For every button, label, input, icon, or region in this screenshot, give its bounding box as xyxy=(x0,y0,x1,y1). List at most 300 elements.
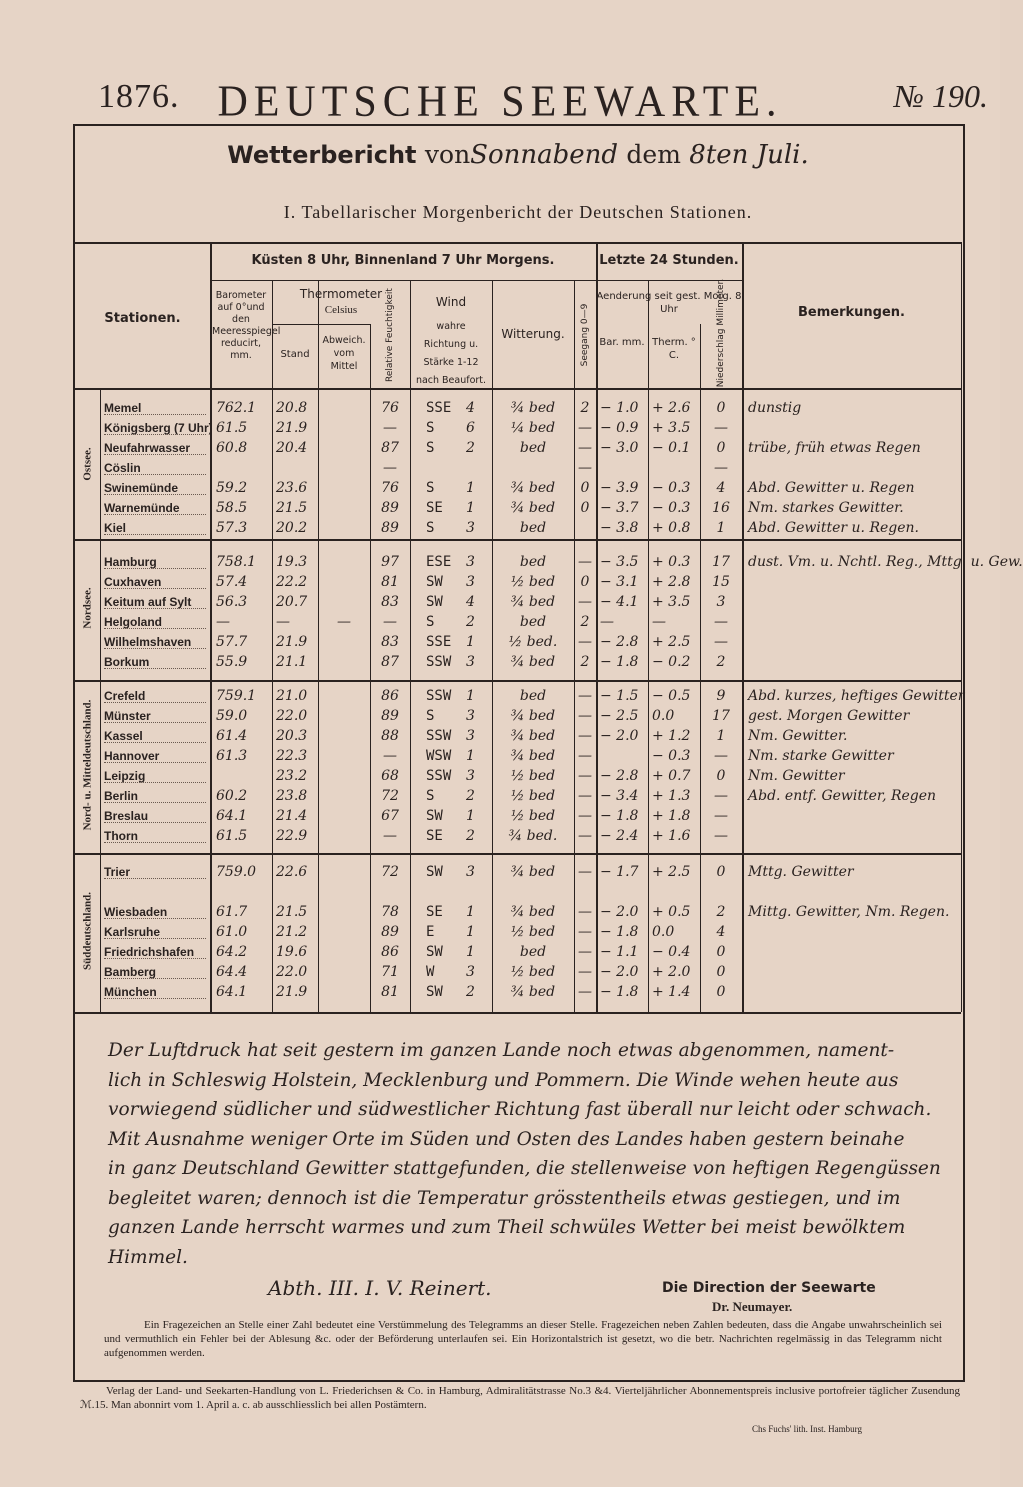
weather-value: ½ bed xyxy=(510,924,556,940)
wind-force: 1 xyxy=(466,944,475,960)
remark: Mttg. Gewitter xyxy=(748,864,854,880)
temperature-value: 22.0 xyxy=(276,964,308,980)
station-name: Karlsruhe xyxy=(104,925,161,939)
temperature-change: − 0.3 xyxy=(652,480,691,496)
barometer-value: 759.1 xyxy=(216,688,257,704)
weather-value: ¾ bed xyxy=(510,400,556,416)
humidity-value: 86 xyxy=(381,688,399,704)
column-rule xyxy=(648,280,649,1012)
barometer-value: 60.2 xyxy=(216,788,248,804)
header-barometer: Barometer auf 0°und den Meeresspiegel reducirt, mm. xyxy=(212,290,281,361)
barometer-change: − 1.8 xyxy=(600,984,639,1000)
temperature-change: + 1.8 xyxy=(652,808,691,824)
printer-note: Chs Fuchs' lith. Inst. Hamburg xyxy=(752,1424,862,1434)
remark: Abd. Gewitter u. Regen xyxy=(748,480,915,496)
station-name: Wilhelmshaven xyxy=(104,635,192,649)
temperature-change: + 0.3 xyxy=(652,554,691,570)
wind-force: 3 xyxy=(466,964,475,980)
sea-state-value: — xyxy=(578,864,592,880)
leader-dots xyxy=(104,998,206,999)
temperature-value: 21.9 xyxy=(276,420,308,436)
barometer-value: 60.8 xyxy=(216,440,248,456)
temperature-value: 20.2 xyxy=(276,520,308,536)
weather-value: bed xyxy=(519,944,547,960)
temperature-change: + 1.2 xyxy=(652,728,691,744)
barometer-change: − 1.0 xyxy=(600,400,639,416)
wind-direction: SSW xyxy=(426,688,452,704)
barometer-value: 61.5 xyxy=(216,828,248,844)
temperature-change: + 2.6 xyxy=(652,400,691,416)
barometer-change: − 0.9 xyxy=(600,420,639,436)
barometer-value: 758.1 xyxy=(216,554,257,570)
humidity-value: 83 xyxy=(381,594,399,610)
weather-value: ¾ bed xyxy=(510,864,556,880)
weather-value: ½ bed xyxy=(510,964,556,980)
region-rule xyxy=(75,853,961,855)
barometer-value: 64.1 xyxy=(216,808,248,824)
precipitation-value: 17 xyxy=(712,554,730,570)
narrative-line: vorwiegend südlicher und südwestlicher Richtung fast überall nur leicht oder schwach. xyxy=(108,1099,932,1120)
wind-force: 1 xyxy=(466,480,475,496)
barometer-change: − 1.8 xyxy=(600,654,639,670)
temperature-value: 23.8 xyxy=(276,788,308,804)
weather-value: ½ bed xyxy=(510,574,556,590)
barometer-change: − 3.0 xyxy=(600,440,639,456)
temperature-value: 21.9 xyxy=(276,634,308,650)
barometer-value: 57.4 xyxy=(216,574,248,590)
header-witterung: Witterung. xyxy=(501,327,565,341)
column-rule xyxy=(596,242,598,1012)
precipitation-value: — xyxy=(714,634,728,650)
wind-direction: SW xyxy=(426,808,443,824)
humidity-value: 89 xyxy=(381,708,399,724)
weather-value: bed xyxy=(519,520,547,536)
station-name: Swinemünde xyxy=(104,481,179,495)
barometer-value: 58.5 xyxy=(216,500,248,516)
weather-value: ¾ bed xyxy=(510,984,556,1000)
humidity-value: — xyxy=(383,748,397,764)
barometer-value: 57.3 xyxy=(216,520,248,536)
region-label: Nordsee. xyxy=(81,586,94,629)
station-name: Wiesbaden xyxy=(104,905,168,919)
weather-value: ½ bed xyxy=(510,808,556,824)
narrative-line: ganzen Lande herrscht warmes und zum Theil schwüles Wetter bei meist bewölktem xyxy=(108,1217,906,1238)
temperature-value: 20.7 xyxy=(276,594,308,610)
leader-dots xyxy=(104,782,206,783)
weather-value: ½ bed. xyxy=(508,634,558,650)
temperature-value: 21.5 xyxy=(276,500,308,516)
wind-direction: SE xyxy=(426,904,443,920)
header-aenderung: Aenderung seit gest. Morg. 8 Uhr xyxy=(596,291,742,315)
station-name: Bamberg xyxy=(104,965,157,979)
weather-value: ½ bed xyxy=(510,768,556,784)
wind-force: 1 xyxy=(466,634,475,650)
temperature-value: 22.9 xyxy=(276,828,308,844)
wind-direction: S xyxy=(426,788,435,804)
station-name: Memel xyxy=(104,401,142,415)
temperature-value: — xyxy=(276,614,290,630)
barometer-value: — xyxy=(216,614,230,630)
precipitation-value: 0 xyxy=(716,440,726,456)
wind-direction: ESE xyxy=(426,554,452,570)
barometer-change: − 2.8 xyxy=(600,768,639,784)
publication-name: DEUTSCHE SEEWARTE. xyxy=(217,77,783,127)
wind-direction: SW xyxy=(426,864,443,880)
precipitation-value: 17 xyxy=(712,708,730,724)
leader-dots xyxy=(104,668,206,669)
narrative-line: in ganz Deutschland Gewitter stattgefunden, die stellenweise von heftigen Regengüssen xyxy=(108,1158,941,1179)
leader-dots xyxy=(104,822,206,823)
sea-state-value: 2 xyxy=(580,400,590,416)
publisher-note: Verlag der Land- und Seekarten-Handlung von L. Friederichsen & Co. in Hamburg, Admiralitätstrasse No.3 &4. Vierteljährlicher Abonnementspreis inclusive portofreier täglicher Zusendung ℳ.15. Man abonnirt vom 1. April a. c. ab ausschliesslich bei allen Postämtern. xyxy=(80,1385,960,1411)
temperature-value: 21.1 xyxy=(276,654,308,670)
temperature-value: 21.5 xyxy=(276,904,308,920)
barometer-change: − 1.5 xyxy=(600,688,639,704)
temperature-change: − 0.2 xyxy=(652,654,691,670)
weather-value: ½ bed xyxy=(510,788,556,804)
header-seegang: Seegang 0—9 xyxy=(580,303,590,367)
header-abweichung: Abweich. vom Mittel xyxy=(322,335,366,372)
temperature-value: 20.8 xyxy=(276,400,308,416)
sea-state-value: — xyxy=(578,828,592,844)
station-name: München xyxy=(104,985,157,999)
weather-value: ¾ bed xyxy=(510,708,556,724)
region-label: Süddeutschland. xyxy=(81,891,94,970)
title-prefix: Wetterbericht xyxy=(227,141,417,169)
narrative-line: Himmel. xyxy=(108,1246,188,1268)
precipitation-value: 0 xyxy=(716,400,726,416)
report-title xyxy=(75,140,961,170)
barometer-change: − 1.8 xyxy=(600,924,639,940)
precipitation-value: — xyxy=(714,828,728,844)
wind-force: 3 xyxy=(466,728,475,744)
temperature-change: + 0.5 xyxy=(652,904,691,920)
leader-dots xyxy=(104,534,206,535)
wind-direction: SW xyxy=(426,944,443,960)
remark: Nm. Gewitter. xyxy=(748,728,848,744)
humidity-value: — xyxy=(383,828,397,844)
barometer-change: − 2.0 xyxy=(600,728,639,744)
sea-state-value: — xyxy=(578,554,592,570)
sea-state-value: 2 xyxy=(580,614,590,630)
station-name: Keitum auf Sylt xyxy=(104,595,192,609)
humidity-value: 97 xyxy=(381,554,399,570)
temperature-change: − 0.3 xyxy=(652,500,691,516)
wind-direction: WSW xyxy=(426,748,452,764)
wind-force: 3 xyxy=(466,708,475,724)
wind-force: 2 xyxy=(466,614,475,630)
narrative-line: Der Luftdruck hat seit gestern im ganzen Lande noch etwas abgenommen, nament- xyxy=(108,1040,895,1061)
humidity-value: 76 xyxy=(381,400,399,416)
region-label: Ostsee. xyxy=(81,446,94,481)
remark: Abd. Gewitter u. Regen. xyxy=(748,520,920,536)
column-rule xyxy=(410,280,411,1012)
temperature-change: + 2.5 xyxy=(652,634,691,650)
barometer-value: 61.4 xyxy=(216,728,248,744)
precipitation-value: 0 xyxy=(716,768,726,784)
table-bottom-rule xyxy=(75,1012,961,1014)
wind-force: 2 xyxy=(466,984,475,1000)
sea-state-value: — xyxy=(578,634,592,650)
precipitation-value: 15 xyxy=(712,574,730,590)
station-name: Trier xyxy=(104,865,131,879)
wind-force: 1 xyxy=(466,748,475,764)
barometer-value: 759.0 xyxy=(216,864,257,880)
wind-direction: W xyxy=(426,964,435,980)
narrative-line: Mit Ausnahme weniger Orte im Süden und Osten des Landes haben gestern beinahe xyxy=(108,1128,905,1150)
temperature-change: + 1.3 xyxy=(652,788,691,804)
header-bar: Bar. mm. xyxy=(599,337,645,348)
humidity-value: 81 xyxy=(381,574,399,590)
temperature-value: 21.9 xyxy=(276,984,308,1000)
weather-value: ¾ bed xyxy=(510,500,556,516)
wind-force: 3 xyxy=(466,574,475,590)
temperature-change: + 1.6 xyxy=(652,828,691,844)
barometer-value: 64.4 xyxy=(216,964,248,980)
temperature-change: + 2.0 xyxy=(652,964,691,980)
temperature-change: 0.0 xyxy=(652,924,675,940)
header-bottom-rule xyxy=(75,388,961,390)
remark: Nm. starkes Gewitter. xyxy=(748,500,904,516)
remark: Nm. starke Gewitter xyxy=(748,748,894,764)
station-name: Borkum xyxy=(104,655,150,669)
narrative-line: begleitet waren; dennoch ist die Temperatur grösstentheils etwas gestiegen, und im xyxy=(108,1187,901,1209)
header-celsius: Celsius xyxy=(324,304,358,316)
temperature-change: + 1.4 xyxy=(652,984,691,1000)
station-name: Leipzig xyxy=(104,769,146,783)
leader-dots xyxy=(104,938,206,939)
year: 1876. xyxy=(98,78,180,115)
report-subtitle: I. Tabellarischer Morgenbericht der Deutschen Stationen. xyxy=(283,202,753,222)
header-bemerkungen: Bemerkungen. xyxy=(798,305,905,320)
header-group-kuesten: Küsten 8 Uhr, Binnenland 7 Uhr Morgens. xyxy=(251,253,555,268)
remark: gest. Morgen Gewitter xyxy=(748,708,910,724)
header-stand: Stand xyxy=(280,349,310,360)
weather-value: bed xyxy=(519,554,547,570)
barometer-change: − 2.0 xyxy=(600,964,639,980)
column-rule xyxy=(272,280,273,1012)
barometer-change: − 3.4 xyxy=(600,788,639,804)
wind-force: 3 xyxy=(466,520,475,536)
sea-state-value: — xyxy=(578,708,592,724)
leader-dots xyxy=(104,608,206,609)
temperature-change: 0.0 xyxy=(652,708,675,724)
temperature-value: 20.3 xyxy=(276,728,308,744)
leader-dots xyxy=(104,878,206,879)
leader-dots xyxy=(104,474,206,475)
precipitation-value: — xyxy=(714,748,728,764)
weather-value: bed xyxy=(519,440,547,456)
leader-dots xyxy=(104,702,206,703)
leader-dots xyxy=(104,762,206,763)
header-group-letzte: Letzte 24 Stunden. xyxy=(599,253,739,268)
temperature-change: − 0.3 xyxy=(652,748,691,764)
precipitation-value: 4 xyxy=(716,924,726,940)
station-name: Friedrichshafen xyxy=(104,945,195,959)
precipitation-value: — xyxy=(714,460,728,476)
region-label: Nord- u. Mitteldeutschland. xyxy=(81,699,94,830)
wind-direction: E xyxy=(426,924,435,940)
humidity-value: 88 xyxy=(381,728,399,744)
header-wind-sub: wahre Richtung u. Stärke 1-12 nach Beaufort. xyxy=(415,321,487,386)
weather-value: bed xyxy=(519,688,547,704)
remark: trübe, früh etwas Regen xyxy=(748,440,921,456)
barometer-change: − 3.7 xyxy=(600,500,639,516)
humidity-value: 71 xyxy=(381,964,399,980)
column-rule xyxy=(961,242,962,1012)
title-dem: dem xyxy=(626,140,681,169)
wind-force: 2 xyxy=(466,440,475,456)
barometer-change: − 3.9 xyxy=(600,480,639,496)
sea-state-value: 0 xyxy=(580,480,590,496)
humidity-value: — xyxy=(383,614,397,630)
barometer-change: − 2.8 xyxy=(600,634,639,650)
wind-direction: SW xyxy=(426,984,443,1000)
wind-force: 1 xyxy=(466,924,475,940)
precipitation-value: 0 xyxy=(716,964,726,980)
temperature-change: + 3.5 xyxy=(652,420,691,436)
precipitation-value: 0 xyxy=(716,864,726,880)
temperature-value: 23.6 xyxy=(276,480,308,496)
sea-state-value: — xyxy=(578,748,592,764)
leader-dots xyxy=(104,918,206,919)
wind-force: 3 xyxy=(466,554,475,570)
weather-value: ¾ bed xyxy=(510,728,556,744)
column-rule xyxy=(318,280,319,1012)
director-name: Dr. Neumayer. xyxy=(712,1299,793,1314)
wind-direction: SSW xyxy=(426,654,452,670)
direction-label: Die Direction der Seewarte xyxy=(662,1280,876,1296)
header-sub-rule xyxy=(210,280,742,281)
temperature-change: + 2.5 xyxy=(652,864,691,880)
wind-direction: S xyxy=(426,520,435,536)
humidity-value: 67 xyxy=(381,808,399,824)
remark: Mittg. Gewitter, Nm. Regen. xyxy=(748,904,950,920)
humidity-value: 89 xyxy=(381,520,399,536)
weather-value: ¾ bed xyxy=(510,748,556,764)
station-name: Hannover xyxy=(104,749,160,763)
temperature-value: 19.6 xyxy=(276,944,308,960)
region-rule xyxy=(75,680,961,682)
wind-direction: SSE xyxy=(426,400,452,416)
sea-state-value: — xyxy=(578,808,592,824)
temperature-value: 20.4 xyxy=(276,440,308,456)
temperature-change: + 2.8 xyxy=(652,574,691,590)
temperature-change: − 0.1 xyxy=(652,440,691,456)
precipitation-value: 0 xyxy=(716,984,726,1000)
sea-state-value: — xyxy=(578,688,592,704)
leader-dots xyxy=(104,958,206,959)
header-thermometer: Thermometer xyxy=(299,287,383,301)
precipitation-value: — xyxy=(714,614,728,630)
leader-dots xyxy=(104,978,206,979)
leader-dots xyxy=(104,454,206,455)
leader-dots xyxy=(104,628,206,629)
barometer-value: 59.0 xyxy=(216,708,248,724)
humidity-value: 76 xyxy=(381,480,399,496)
sea-state-value: — xyxy=(578,460,592,476)
temperature-value: 22.2 xyxy=(276,574,308,590)
humidity-value: 72 xyxy=(381,788,399,804)
leader-dots xyxy=(104,434,206,435)
humidity-value: — xyxy=(383,460,397,476)
barometer-change: − 1.7 xyxy=(600,864,639,880)
barometer-change: − 1.1 xyxy=(600,944,639,960)
leader-dots xyxy=(104,588,206,589)
leader-dots xyxy=(104,722,206,723)
header-therm: Therm. ° C. xyxy=(652,337,696,361)
wind-direction: SW xyxy=(426,594,443,610)
humidity-value: 81 xyxy=(381,984,399,1000)
barometer-value: 762.1 xyxy=(216,400,257,416)
station-name: Königsberg (7 Uhr) xyxy=(104,421,213,435)
region-column-rule xyxy=(100,388,101,1012)
leader-dots xyxy=(104,802,206,803)
temperature-change: — xyxy=(652,614,666,630)
weather-value: ¾ bed xyxy=(510,904,556,920)
wind-force: 3 xyxy=(466,654,475,670)
wind-direction: SSW xyxy=(426,728,452,744)
wind-force: 6 xyxy=(466,420,475,436)
barometer-value: 56.3 xyxy=(216,594,248,610)
thermometer-rule xyxy=(272,324,370,325)
leader-dots xyxy=(104,842,206,843)
weather-value: ¾ bed xyxy=(510,480,556,496)
wind-force: 2 xyxy=(466,828,475,844)
barometer-change: − 4.1 xyxy=(600,594,639,610)
barometer-change: − 3.5 xyxy=(600,554,639,570)
wind-direction: SE xyxy=(426,500,443,516)
precipitation-value: 3 xyxy=(716,594,726,610)
wind-direction: SE xyxy=(426,828,443,844)
temperature-value: 22.6 xyxy=(276,864,308,880)
issue-number: № 190. xyxy=(893,78,988,114)
barometer-value: 61.7 xyxy=(216,904,248,920)
remark: dunstig xyxy=(748,400,802,416)
temperature-value: 19.3 xyxy=(276,554,308,570)
barometer-change: − 3.8 xyxy=(600,520,639,536)
precipitation-value: 0 xyxy=(716,944,726,960)
sea-state-value: — xyxy=(578,904,592,920)
humidity-value: 87 xyxy=(381,440,399,456)
humidity-value: 83 xyxy=(381,634,399,650)
header-niederschlag: Niederschlag Millimeter. xyxy=(716,278,726,388)
precipitation-value: — xyxy=(714,808,728,824)
wind-direction: SSW xyxy=(426,768,452,784)
temperature-change: − 0.5 xyxy=(652,688,691,704)
sea-state-value: — xyxy=(578,728,592,744)
sea-state-value: — xyxy=(578,440,592,456)
station-name: Warnemünde xyxy=(104,501,180,515)
precipitation-value: — xyxy=(714,420,728,436)
sea-state-value: — xyxy=(578,420,592,436)
temperature-value: 21.0 xyxy=(276,688,308,704)
barometer-value: 55.9 xyxy=(216,654,248,670)
sea-state-value: 2 xyxy=(580,654,590,670)
masthead xyxy=(0,78,1000,128)
precipitation-value: 9 xyxy=(716,688,726,704)
sea-state-value: — xyxy=(578,964,592,980)
table-top-rule xyxy=(75,242,961,244)
wind-direction: S xyxy=(426,614,435,630)
station-name: Cöslin xyxy=(104,461,141,475)
barometer-change: − 2.4 xyxy=(600,828,639,844)
barometer-value: 64.1 xyxy=(216,984,248,1000)
barometer-value: 61.5 xyxy=(216,420,248,436)
wind-force: 4 xyxy=(466,400,475,416)
barometer-change: − 3.1 xyxy=(600,574,639,590)
wind-force: 3 xyxy=(466,864,475,880)
